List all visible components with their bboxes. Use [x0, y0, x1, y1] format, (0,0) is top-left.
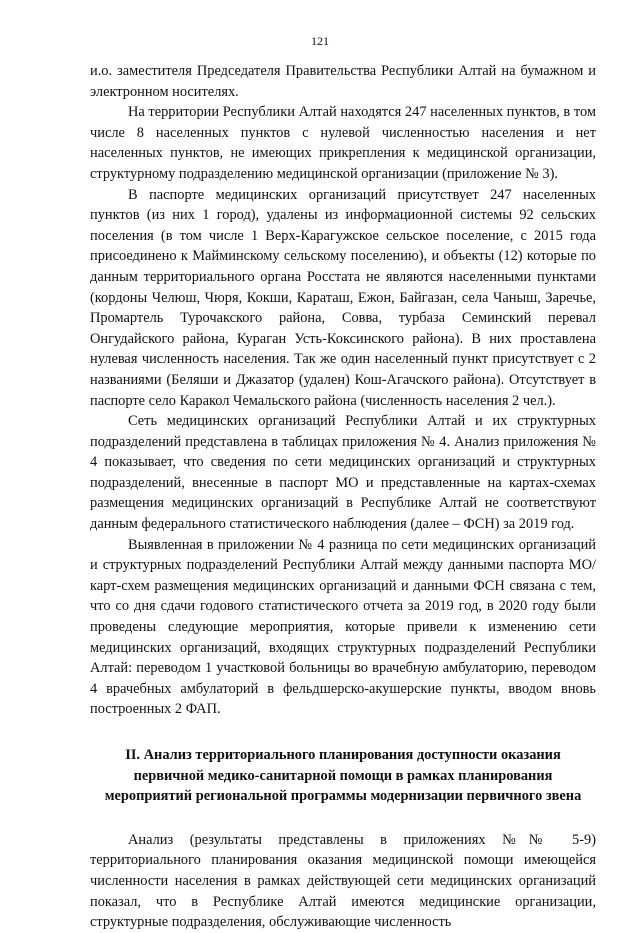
document-body — [90, 61, 596, 933]
paragraph-settlements-count: На территории Республики Алтай находятся 247 населенных пунктов, в том числе 8 населенных пунктов с нулевой численностью населения и нет населенных пунктов, не имеющих прикрепления к медицинской организации, структурному подразделению медицинской организации (приложение № 3). — [90, 104, 596, 182]
paragraph-network-tables: Сеть медицинских организаций Республики Алтай и их структурных подразделений представлена в таблицах приложения № 4. Анализ приложения № 4 показывает, что сведения по сети медицинских организаций и структурных подразделений, внесенные в паспорт МО и представленные на картах-схемах размещения медицинских организаций в Республике Алтай не соответствуют данным федерального статистического наблюдения (далее – ФСН) за 2019 год. — [90, 413, 596, 533]
paragraph-passport-settlements: В паспорте медицинских организаций присутствует 247 населенных пунктов (из них 1 город), удалены из информационной системы 92 сельских поселения (в том числе 1 Верх-Карагужское сельское поселение, с 2015 года присоединено к Майминскому сельскому поселению), и объекты (12) которые по данным территориального органа Росстата не являются населенными пунктами (кордоны Челюш, Чюря, Кокши, Караташ, Ежон, Байгазан, села Чаныш, Заречье, Промартель Турочакского района, Совва, турбаза Семинский перевал Онгудайского района, Кураган Усть-Коксинского района). В них проставлена нулевая численность населения. Так же один населенный пункт присутствует с 2 названиями (Беляши и Джазатор (удален) Кош-Агачского района). Отсутствует в паспорте село Каракол Чемальского района (численность населения 2 чел.). — [90, 186, 596, 409]
section-heading: II. Анализ территориального планирования доступности оказания первичной медико-санитарной помощи в рамках планирования мероприятий региональной программы модернизации первичного звена — [104, 747, 582, 805]
page-number: 121 — [311, 34, 329, 48]
paragraph-continuation: и.о. заместителя Председателя Правительства Республики Алтай на бумажном и электронном носителях. — [90, 63, 596, 100]
paragraph-planning-analysis: Анализ (результаты представлены в приложениях №№ 5-9) территориального планирования оказания медицинской помощи имеющейся численности населения в рамках действующей сети медицинских организаций показал, что в Республике Алтай имеются медицинские организации, структурные подразделения, обслуживающие численность — [90, 831, 596, 931]
paragraph-network-difference: Выявленная в приложении № 4 разница по сети медицинских организаций и структурных подразделений Республики Алтай между данными паспорта МО/карт-схем размещения медицинских организаций и данными ФСН связана с тем, что со дня сдачи годового статистического отчета за 2019 год, в 2020 году были проведены следующие мероприятия, которые привели к изменению сети медицинских организаций, входящих структурных подразделений Республики Алтай: переводом 1 участковой больницы во врачебную амбулаторию, переводом 4 врачебных амбулаторий в фельдшерско-акушерские пункты, вводом вновь построенных 2 ФАП. — [90, 536, 596, 718]
